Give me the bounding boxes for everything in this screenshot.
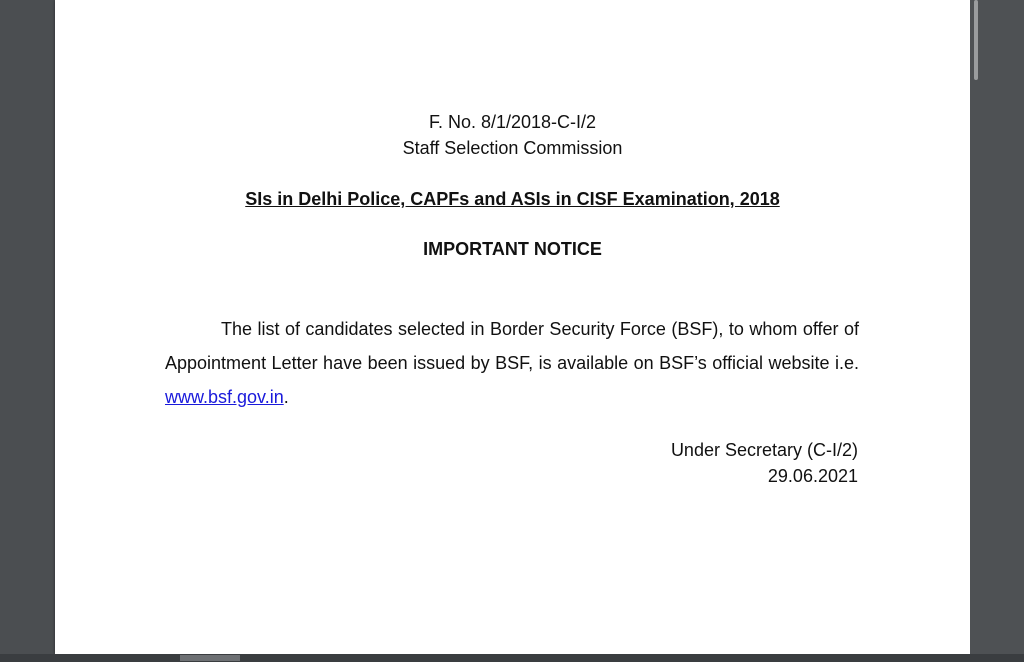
file-number: F. No. 8/1/2018-C-I/2 bbox=[428, 112, 597, 132]
viewer-gutter bbox=[970, 0, 1024, 662]
notice-body bbox=[165, 312, 859, 414]
exam-title: SIs in Delhi Police, CAPFs and ASIs in CISF Examination, 2018 bbox=[245, 189, 780, 209]
horizontal-scrollbar-track bbox=[0, 654, 1024, 662]
signatory-designation: Under Secretary (C-I/2) bbox=[670, 440, 858, 460]
notice-body-end: . bbox=[283, 387, 289, 407]
notice-date: 29.06.2021 bbox=[767, 466, 858, 486]
notice-heading: IMPORTANT NOTICE bbox=[423, 239, 602, 259]
bsf-website-link[interactable]: www.bsf.gov.in bbox=[165, 387, 284, 407]
organization-name: Staff Selection Commission bbox=[402, 138, 623, 158]
horizontal-scrollbar-thumb[interactable] bbox=[180, 655, 240, 661]
document-page bbox=[55, 0, 970, 654]
notice-body-text: The list of candidates selected in Border Security Force (BSF), to whom offer of Appointment Letter have been issued by BSF, is available on BSF’s official website i.e. bbox=[165, 319, 859, 373]
vertical-scrollbar[interactable] bbox=[974, 0, 978, 80]
